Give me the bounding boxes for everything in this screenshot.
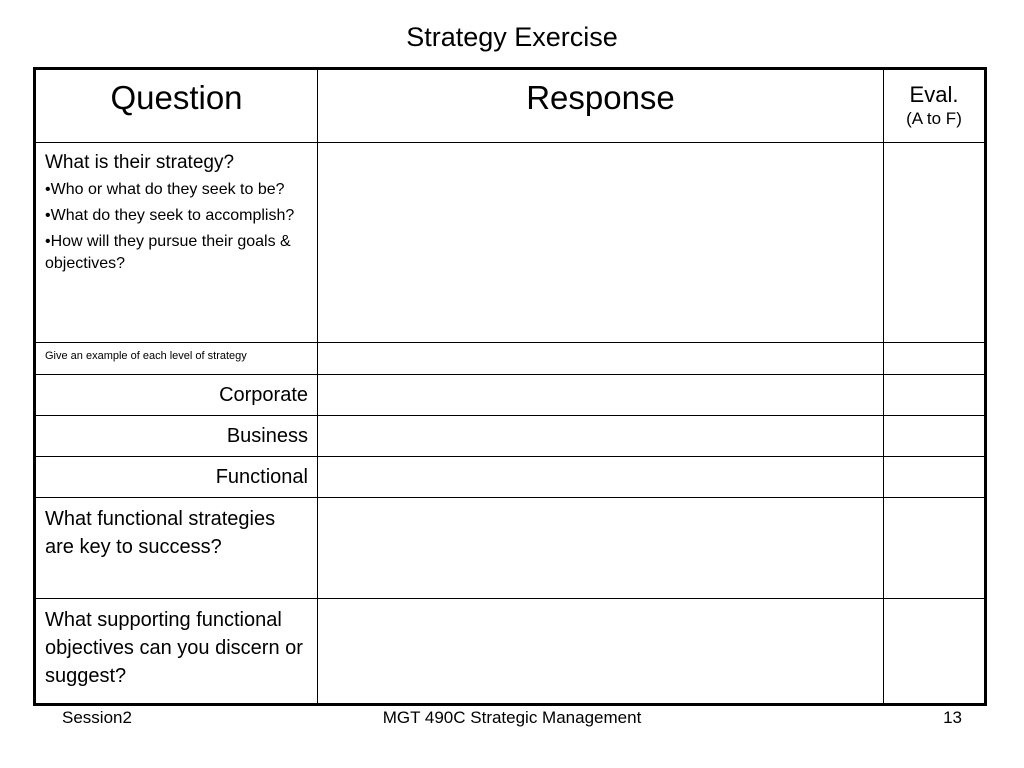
response-header: Response	[318, 69, 884, 143]
question-bullet: •Who or what do they seek to be?	[45, 181, 285, 198]
question-bullet: •What do they seek to accomplish?	[45, 207, 295, 224]
footer-course: MGT 490C Strategic Management	[382, 708, 642, 727]
eval-cell[interactable]	[884, 375, 986, 416]
question-cell-strategy	[35, 143, 318, 343]
response-cell[interactable]	[318, 416, 884, 457]
response-cell[interactable]	[318, 343, 884, 375]
header-row	[35, 69, 986, 143]
table-row-key-strategies	[35, 498, 986, 599]
question-header: Question	[35, 69, 318, 143]
table-row-functional	[35, 457, 986, 498]
level-label-functional: Functional	[35, 457, 318, 498]
table-row-corporate	[35, 375, 986, 416]
eval-header	[884, 69, 986, 143]
table-row-business	[35, 416, 986, 457]
level-label-business: Business	[35, 416, 318, 457]
eval-cell[interactable]	[884, 599, 986, 705]
response-cell[interactable]	[318, 375, 884, 416]
strategy-exercise-table	[33, 67, 987, 706]
question-cell-example: Give an example of each level of strategy	[35, 343, 318, 375]
eval-header-label: Eval.	[909, 82, 959, 107]
response-cell[interactable]	[318, 143, 884, 343]
footer-page-number: 13	[943, 708, 962, 727]
question-cell-supporting-objectives: What supporting functional objectives can you discern or suggest?	[35, 599, 318, 705]
footer-session: Session2	[62, 708, 132, 727]
table-row-supporting-objectives	[35, 599, 986, 705]
response-cell[interactable]	[318, 498, 884, 599]
question-bullet: •How will they pursue their goals & objectives?	[45, 233, 291, 272]
slide-title: Strategy Exercise	[406, 22, 618, 52]
table-row-strategy	[35, 143, 986, 343]
response-cell[interactable]	[318, 599, 884, 705]
eval-cell[interactable]	[884, 143, 986, 343]
question-cell-key-strategies: What functional strategies are key to success?	[35, 498, 318, 599]
eval-cell[interactable]	[884, 416, 986, 457]
level-label-corporate: Corporate	[35, 375, 318, 416]
eval-cell[interactable]	[884, 343, 986, 375]
response-cell[interactable]	[318, 457, 884, 498]
question-text: What is their strategy?	[45, 152, 235, 173]
eval-cell[interactable]	[884, 457, 986, 498]
eval-header-scale: (A to F)	[906, 109, 962, 128]
eval-cell[interactable]	[884, 498, 986, 599]
table-row-example	[35, 343, 986, 375]
